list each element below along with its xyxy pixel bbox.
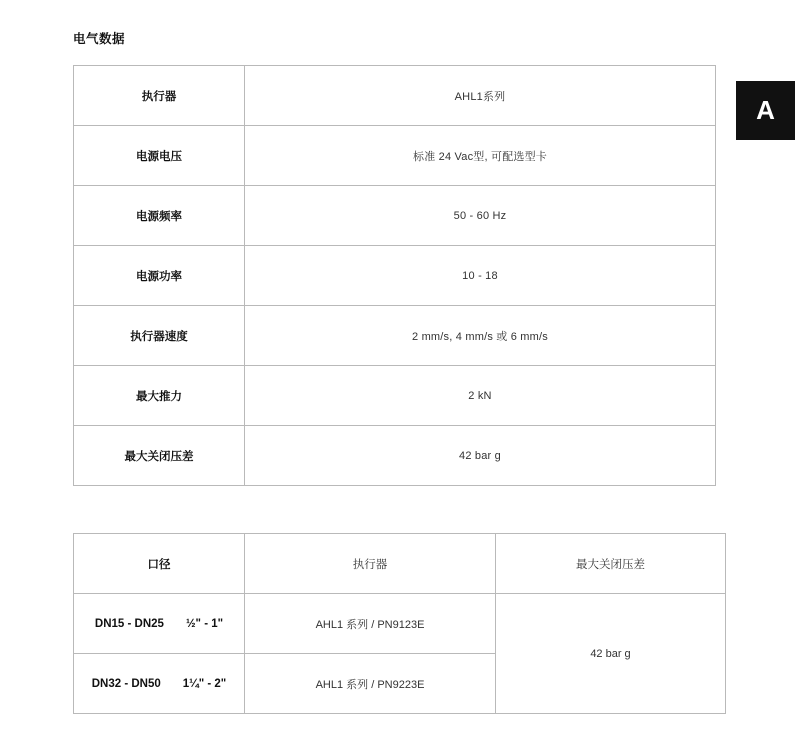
row-label: 电源功率	[74, 246, 245, 306]
row-value: 42 bar g	[245, 426, 716, 486]
size-cell	[74, 594, 245, 654]
pressure-cell: 42 bar g	[496, 594, 726, 714]
table-row	[74, 126, 716, 186]
row-label: 电源电压	[74, 126, 245, 186]
row-label: 最大推力	[74, 366, 245, 426]
actuator-cell: AHL1 系列 / PN9223E	[245, 654, 496, 714]
header-size: 口径	[74, 534, 245, 594]
table-row	[74, 66, 716, 126]
row-value: 50 - 60 Hz	[245, 186, 716, 246]
row-value: 标准 24 Vac型, 可配选型卡	[245, 126, 716, 186]
header-actuator: 执行器	[245, 534, 496, 594]
table-row	[74, 426, 716, 486]
row-value: 10 - 18	[245, 246, 716, 306]
row-label: 电源频率	[74, 186, 245, 246]
size-cell	[74, 654, 245, 714]
table-row	[74, 246, 716, 306]
table-row	[74, 306, 716, 366]
row-value: 2 mm/s, 4 mm/s 或 6 mm/s	[245, 306, 716, 366]
actuator-cell: AHL1 系列 / PN9123E	[245, 594, 496, 654]
table-row	[74, 186, 716, 246]
size-inch: ½" - 1"	[185, 617, 224, 630]
page-tab-letter: A	[736, 81, 795, 140]
row-value: 2 kN	[245, 366, 716, 426]
row-value: AHL1系列	[245, 66, 716, 126]
row-label: 执行器	[74, 66, 245, 126]
row-label: 执行器速度	[74, 306, 245, 366]
page-title: 电气数据	[73, 32, 126, 46]
header-pressure: 最大关闭压差	[496, 534, 726, 594]
size-dn: DN15 - DN25	[94, 617, 164, 630]
row-label: 最大关闭压差	[74, 426, 245, 486]
size-inch: 1¼" - 2"	[182, 677, 227, 690]
table-header-row	[74, 534, 726, 594]
table-row	[74, 594, 726, 654]
table-row	[74, 366, 716, 426]
size-dn: DN32 - DN50	[91, 677, 161, 690]
electrical-data-table	[73, 65, 716, 486]
sizing-table	[73, 533, 726, 714]
